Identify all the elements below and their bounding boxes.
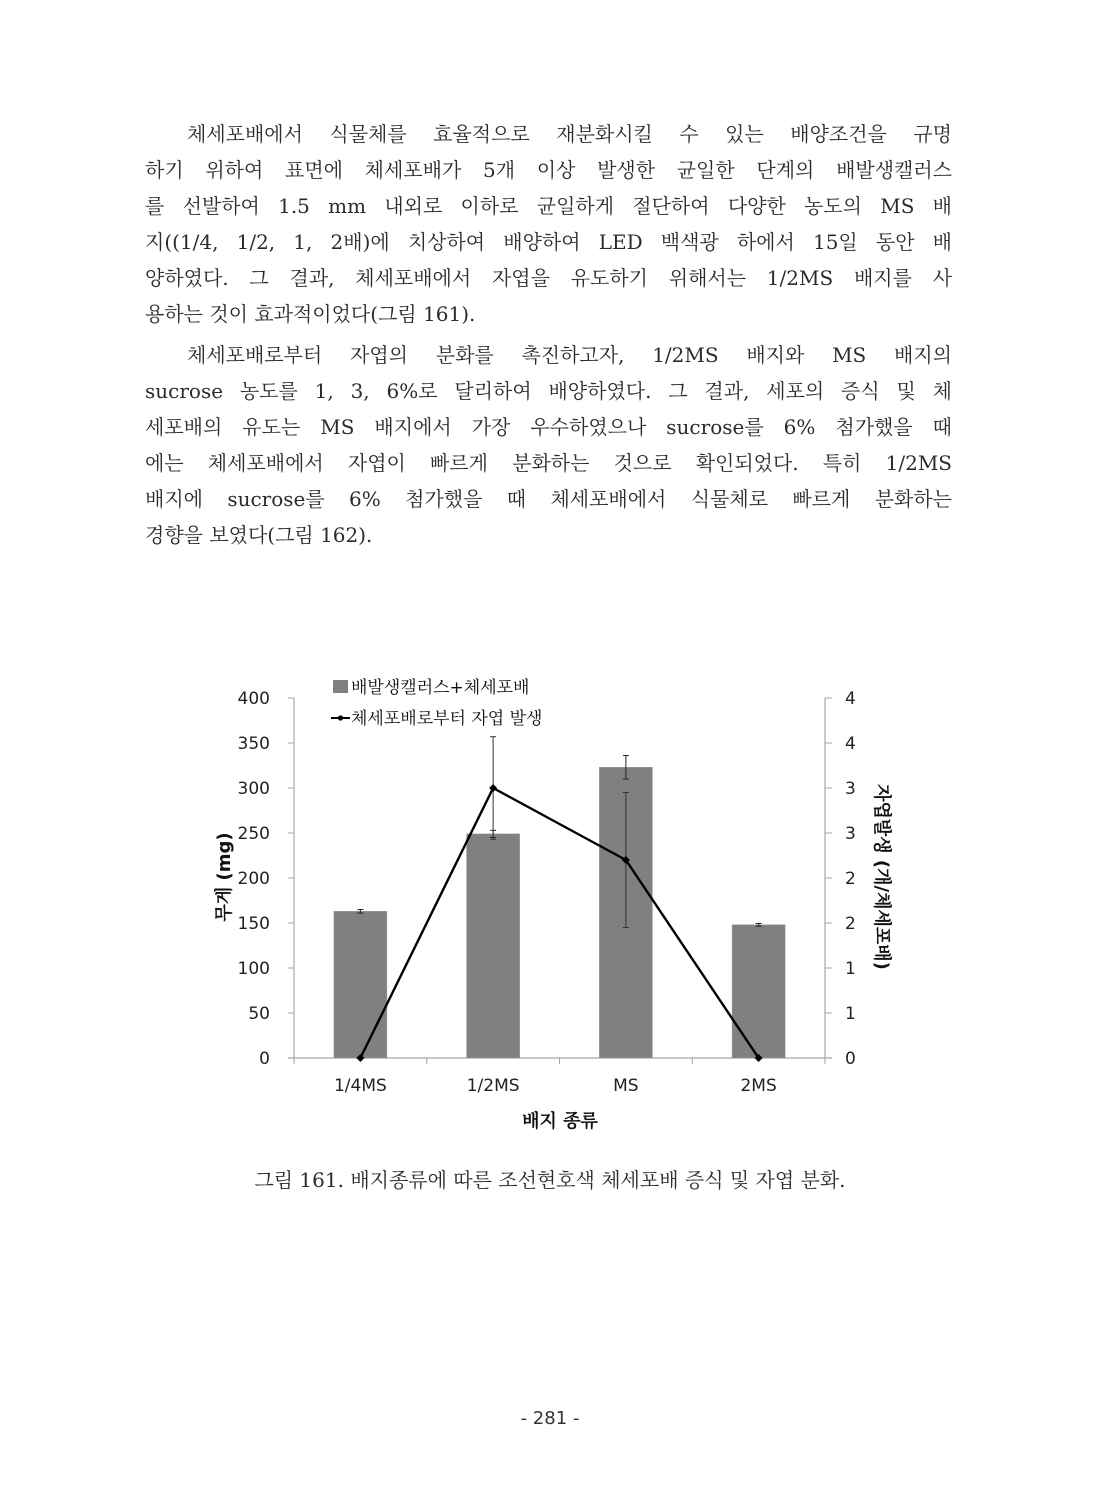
y2-tick-label: 2: [845, 869, 856, 889]
bar: [334, 911, 387, 1058]
y-tick-label: 0: [259, 1049, 270, 1069]
y2-tick-label: 4: [845, 734, 856, 754]
x-tick-label: 1/4MS: [333, 1076, 387, 1096]
figure-caption: 그림 161. 배지종류에 따른 조선현호색 체세포배 증식 및 자엽 분화.: [254, 1168, 846, 1192]
legend-bar-swatch-icon: [333, 680, 348, 693]
bar-series: [334, 756, 785, 1058]
y-tick-label: 150: [237, 914, 270, 934]
text-line: 세포배의 유도는 MS 배지에서 가장 우수하였으나 sucrose를 6% 첨가했을 때: [145, 415, 952, 439]
x-axis-title: 배지 종류: [522, 1111, 598, 1132]
bar: [732, 925, 785, 1058]
y-tick-label: 350: [237, 734, 270, 754]
y-tick-label: 100: [237, 959, 270, 979]
legend-line-label: 체세포배로부터 자엽 발생: [351, 709, 543, 729]
x-tick-label: MS: [613, 1076, 639, 1096]
text-line: 배지에 sucrose를 6% 첨가했을 때 체세포배에서 식물체로 빠르게 분화하는: [145, 487, 952, 511]
y2-tick-label: 2: [845, 914, 856, 934]
legend-line-marker-icon: [338, 715, 343, 720]
y-tick-label: 200: [237, 869, 270, 889]
y-axis-title: 무게 (mg): [214, 832, 235, 922]
y2-tick-label: 1: [845, 1004, 856, 1024]
text-line: 양하였다. 그 결과, 체세포배에서 자엽을 유도하기 위해서는 1/2MS 배지를 사: [145, 266, 952, 290]
text-line: 지((1/4, 1/2, 1, 2배)에 치상하여 배양하여 LED 백색광 하에서 15일 동안 배: [145, 230, 952, 254]
line-series: [356, 737, 762, 1062]
page-number: - 281 -: [520, 1408, 580, 1429]
bar: [467, 834, 520, 1058]
y2-axis-title: 자엽발생 (개/체세포배): [871, 784, 892, 970]
y2-tick-label: 0: [845, 1049, 856, 1069]
text-line: 체세포배로부터 자엽의 분화를 촉진하고자, 1/2MS 배지와 MS 배지의: [187, 343, 952, 367]
text-line: 경향을 보였다(그림 162).: [145, 523, 373, 547]
line-path: [360, 788, 758, 1058]
y-tick-label: 50: [248, 1004, 270, 1024]
chart-legend: [331, 677, 542, 729]
y-tick-label: 400: [237, 689, 270, 709]
legend-bar-label: 배발생캘러스+체세포배: [351, 678, 530, 698]
y2-tick-label: 1: [845, 959, 856, 979]
text-line: 하기 위하여 표면에 체세포배가 5개 이상 발생한 균일한 단계의 배발생캘러스: [145, 158, 952, 182]
y2-tick-label: 4: [845, 689, 856, 709]
text-line: 체세포배에서 식물체를 효율적으로 재분화시킬 수 있는 배양조건을 규명: [187, 122, 952, 146]
text-line: sucrose 농도를 1, 3, 6%로 달리하여 배양하였다. 그 결과, 세포의 증식 및 체: [145, 379, 952, 403]
x-tick-label: 2MS: [740, 1076, 777, 1096]
text-line: 용하는 것이 효과적이었다(그림 161).: [145, 302, 476, 326]
x-tick-label: 1/2MS: [466, 1076, 520, 1096]
y-tick-label: 300: [237, 779, 270, 799]
text-line: 를 선발하여 1.5 mm 내외로 이하로 균일하게 절단하여 다양한 농도의 MS 배: [145, 194, 952, 218]
text-line: 에는 체세포배에서 자엽이 빠르게 분화하는 것으로 확인되었다. 특히 1/2MS: [145, 451, 952, 475]
y-tick-label: 250: [237, 824, 270, 844]
y2-tick-label: 3: [845, 779, 856, 799]
y2-tick-label: 3: [845, 824, 856, 844]
